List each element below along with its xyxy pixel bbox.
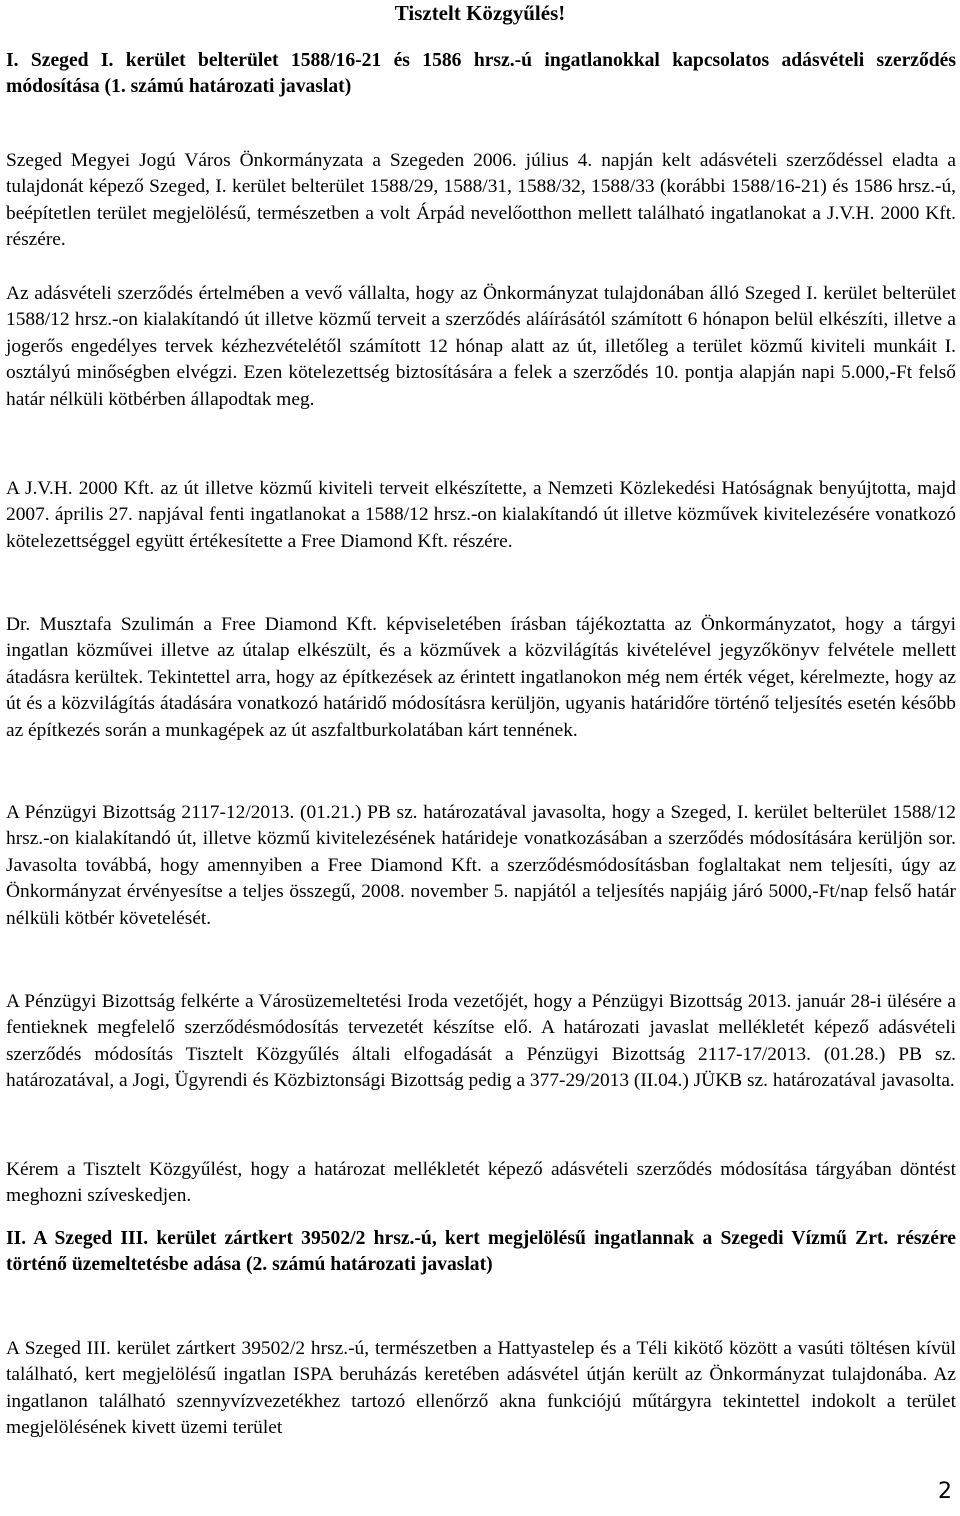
paragraph-zartkert-property: A Szeged III. kerület zártkert 39502/2 hrsz.-ú, természetben a Hattyastelep és a Téli kikötő között a vasúti töltésen kívül található, kert megjelölésű ingatlan ISPA beruházás keretében adásvétel útján került az Önkormányzat tulajdonába. Az ingatlanon található szennyvízvezetékhez tartozó ellenőrző akna funkciójú műtárgyra tekintettel indokolt a terület megjelölésének kivett üzemi terület <box>6 1338 956 1439</box>
section-2-heading: II. A Szeged III. kerület zártkert 39502/2 hrsz.-ú, kert megjelölésű ingatlannak a Szegedi Vízmű Zrt. részére történő üzemeltetésbe adása (2. számú határozati javaslat) <box>6 1228 956 1276</box>
paragraph-finance-committee-proposal: A Pénzügyi Bizottság 2117-12/2013. (01.21.) PB sz. határozatával javasolta, hogy a Szeged, I. kerület belterület 1588/12 hrsz.-on kialakítandó út, illetve közmű kivitelezésének határideje vonatkozásában a szerződés módosítására kerüljön sor. Javasolta továbbá, hogy amennyiben a Free Diamond Kft. a szerződésmódosításban foglaltakat nem teljesíti, úgy az Önkormányzat érvényesítse a teljes összegű, 2008. november 5. napjától a teljesítés napjáig járó 5000,-Ft/nap felső határ nélküli kötbér követelését. <box>6 802 956 929</box>
paragraph-buyer-obligations: Az adásvételi szerződés értelmében a vevő vállalta, hogy az Önkormányzat tulajdonában álló Szeged I. kerület belterület 1588/12 hrsz.-on kialakítandó út illetve közmű terveit a szerződés aláírásától számított 6 hónapon belül elkészíti, illetve a jogerős engedélyes tervek kézhezvételétől számított 12 hónap alatt az út, illetőleg a terület közmű kiviteli munkáit I. osztályú minőségben elvégzi. Ezen kötelezettség biztosítására a felek a szerződés 10. pontja alapján napi 5.000,-Ft felső határ nélküli kötbérben állapodtak meg. <box>6 283 956 410</box>
paragraph-jvh-transfer: A J.V.H. 2000 Kft. az út illetve közmű kiviteli terveit elkészítette, a Nemzeti Közlekedési Hatóságnak benyújtotta, majd 2007. április 27. napjával fenti ingatlanokat a 1588/12 hrsz.-on kialakítandó út illetve közművek kivitelezésére vonatkozó kötelezettséggel együtt értékesítette a Free Diamond Kft. részére. <box>6 478 956 552</box>
paragraph-free-diamond-request: Dr. Musztafa Szulimán a Free Diamond Kft. képviseletében írásban tájékoztatta az Önkormányzatot, hogy a tárgyi ingatlan közművei illetve az útalap elkészült, és a közművek a közvilágítás kivételével jegyzőkönyv felvétele mellett átadásra kerültek. Tekintettel arra, hogy az építkezések az érintett ingatlanokon még nem érték véget, kérelmezte, hogy az út és a közvilágítás átadására vonatkozó határidő módosításra kerüljön, ugyanis határidőre történő teljesítés esetén később az építkezés során a munkagépek az út aszfaltburkolatában kárt tennének. <box>6 614 956 741</box>
section-1-heading: I. Szeged I. kerület belterület 1588/16-21 és 1586 hrsz.-ú ingatlanokkal kapcsolatos adásvételi szerződés módosítása (1. számú határozati javaslat) <box>6 50 956 98</box>
salutation-heading: Tisztelt Közgyűlés! <box>394 1 566 25</box>
paragraph-finance-committee-request: A Pénzügyi Bizottság felkérte a Városüzemeltetési Iroda vezetőjét, hogy a Pénzügyi Bizottság 2013. január 28-i ülésére a fentieknek megfelelő szerződésmódosítás tervezetét készítse elő. A határozati javaslat mellékletét képező adásvételi szerződés módosítás Tisztelt Közgyűlés általi elfogadását a Pénzügyi Bizottság 2117-17/2013. (01.28.) PB sz. határozatával, a Jogi, Ügyrendi és Közbiztonsági Bizottság pedig a 377-29/2013 (II.04.) JÜKB sz. határozatával javasolta. <box>6 991 956 1092</box>
paragraph-assembly-request: Kérem a Tisztelt Közgyűlést, hogy a határozat mellékletét képező adásvételi szerződés módosítása tárgyában döntést meghozni szíveskedjen. <box>6 1159 956 1207</box>
page-number: 2 <box>938 1479 952 1504</box>
paragraph-sale-contract: Szeged Megyei Jogú Város Önkormányzata a Szegeden 2006. július 4. napján kelt adásvételi szerződéssel eladta a tulajdonát képező Szeged, I. kerület belterület 1588/29, 1588/31, 1588/32, 1588/33 (korábbi 1588/16-21) és 1586 hrsz.-ú, beépítetlen terület megjelölésű, természetben a volt Árpád nevelőotthon mellett található ingatlanokat a J.V.H. 2000 Kft. részére. <box>6 150 956 251</box>
